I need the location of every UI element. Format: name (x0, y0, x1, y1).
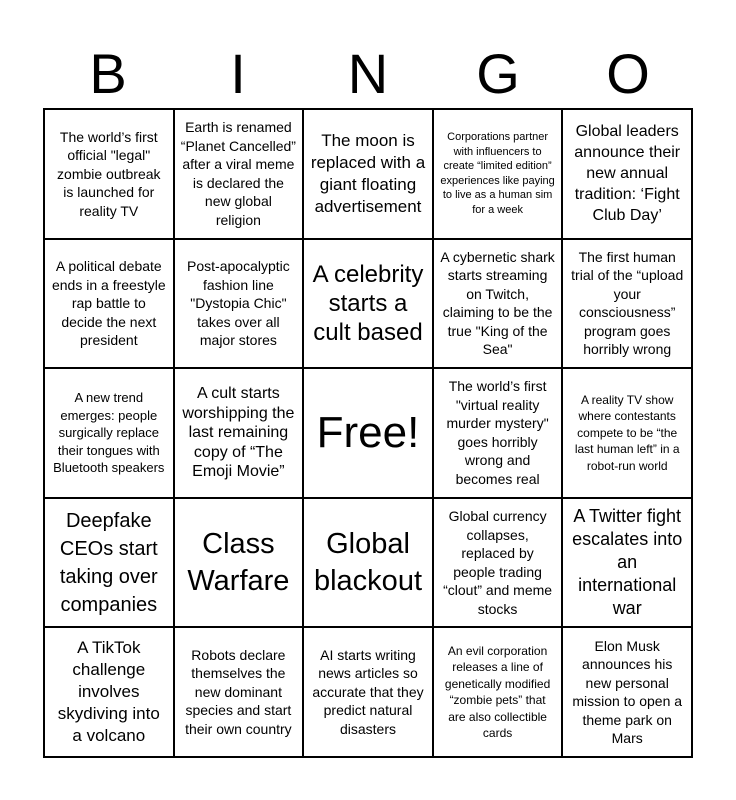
bingo-cell[interactable] (562, 627, 692, 757)
cell-text: The first human trial of the “upload your consciousness” program goes horribly wrong (571, 248, 684, 358)
cell-text: The world’s first "virtual reality murder mystery" goes horribly wrong and becomes real (446, 378, 549, 487)
cell-text: The moon is replaced with a giant floating advertisement (310, 130, 426, 216)
bingo-cell[interactable] (174, 627, 304, 757)
bingo-cell[interactable] (303, 627, 433, 757)
bingo-cell[interactable] (433, 498, 563, 628)
title-letter-o: O (606, 42, 650, 105)
bingo-cell[interactable] (433, 368, 563, 498)
bingo-cell[interactable] (562, 498, 692, 628)
bingo-cell[interactable] (174, 498, 304, 628)
bingo-cell[interactable] (433, 239, 563, 369)
cell-text: Earth is renamed “Planet Cancelled” after a viral meme is declared the new global religion (180, 119, 296, 228)
cell-text: Elon Musk announces his new personal mission to open a theme park on Mars (572, 637, 683, 747)
bingo-cell[interactable] (562, 239, 692, 369)
cell-text: A cybernetic shark starts streaming on Twitch, claiming to be the true "King of the Sea" (440, 248, 555, 358)
title-letter-n: N (347, 42, 389, 105)
title-letter-b: B (89, 42, 127, 105)
bingo-cell[interactable] (44, 627, 174, 757)
bingo-grid (43, 108, 693, 758)
cell-text: Class Warfare (187, 527, 290, 597)
title-letter-g: G (476, 42, 520, 105)
cell-text: Corporations partner with influencers to create “limited edition” experiences like paying to live as a human sim for a week (440, 131, 555, 216)
cell-text: A cult starts worshipping the last remaining copy of “The Emoji Movie” (182, 385, 295, 481)
free-space[interactable] (303, 368, 433, 498)
bingo-cell[interactable] (433, 627, 563, 757)
cell-text: An evil corporation releases a line of genetically modified “zombie pets” that are also collectible cards (444, 643, 551, 741)
bingo-cell[interactable] (562, 109, 692, 239)
cell-text: Global blackout (313, 527, 422, 597)
bingo-cell[interactable] (174, 239, 304, 369)
cell-text: Global leaders announce their new annual tradition: ‘Fight Club Day’ (574, 123, 681, 225)
cell-text: Robots declare themselves the new dominant species and start their own country (185, 646, 292, 737)
cell-text: Post-apocalyptic fashion line "Dystopia Chic" takes over all major stores (187, 258, 290, 349)
cell-text: A TikTok challenge involves skydiving into a volcano (57, 638, 160, 746)
bingo-cell[interactable] (303, 239, 433, 369)
bingo-cell[interactable] (562, 368, 692, 498)
bingo-cell[interactable] (303, 109, 433, 239)
cell-text: Global currency collapses, replaced by people trading “clout” and meme stocks (443, 508, 553, 617)
bingo-cell[interactable] (433, 109, 563, 239)
cell-text: A celebrity starts a cult based (312, 260, 424, 346)
cell-text: A Twitter fight escalates into an international war (572, 506, 683, 619)
cell-text: Deepfake CEOs start taking over companies (59, 509, 158, 616)
bingo-cell[interactable] (44, 239, 174, 369)
title-letter-i: I (230, 42, 246, 105)
bingo-cell[interactable] (174, 368, 304, 498)
cell-text: AI starts writing news articles so accurate that they predict natural disasters (312, 646, 424, 737)
cell-text: Free! (316, 407, 420, 457)
cell-text: A political debate ends in a freestyle rap battle to decide the next president (51, 258, 166, 349)
bingo-cell[interactable] (44, 368, 174, 498)
cell-text: A reality TV show where contestants compete to be “the last human left” in a robot-run world (574, 392, 680, 473)
bingo-cell[interactable] (303, 498, 433, 628)
bingo-cell[interactable] (44, 498, 174, 628)
bingo-cell[interactable] (44, 109, 174, 239)
cell-text: The world’s first official "legal" zombie outbreak is launched for reality TV (57, 128, 161, 219)
bingo-title (43, 40, 693, 108)
cell-text: A new trend emerges: people surgically replace their tongues with Bluetooth speakers (53, 390, 165, 476)
bingo-cell[interactable] (174, 109, 304, 239)
